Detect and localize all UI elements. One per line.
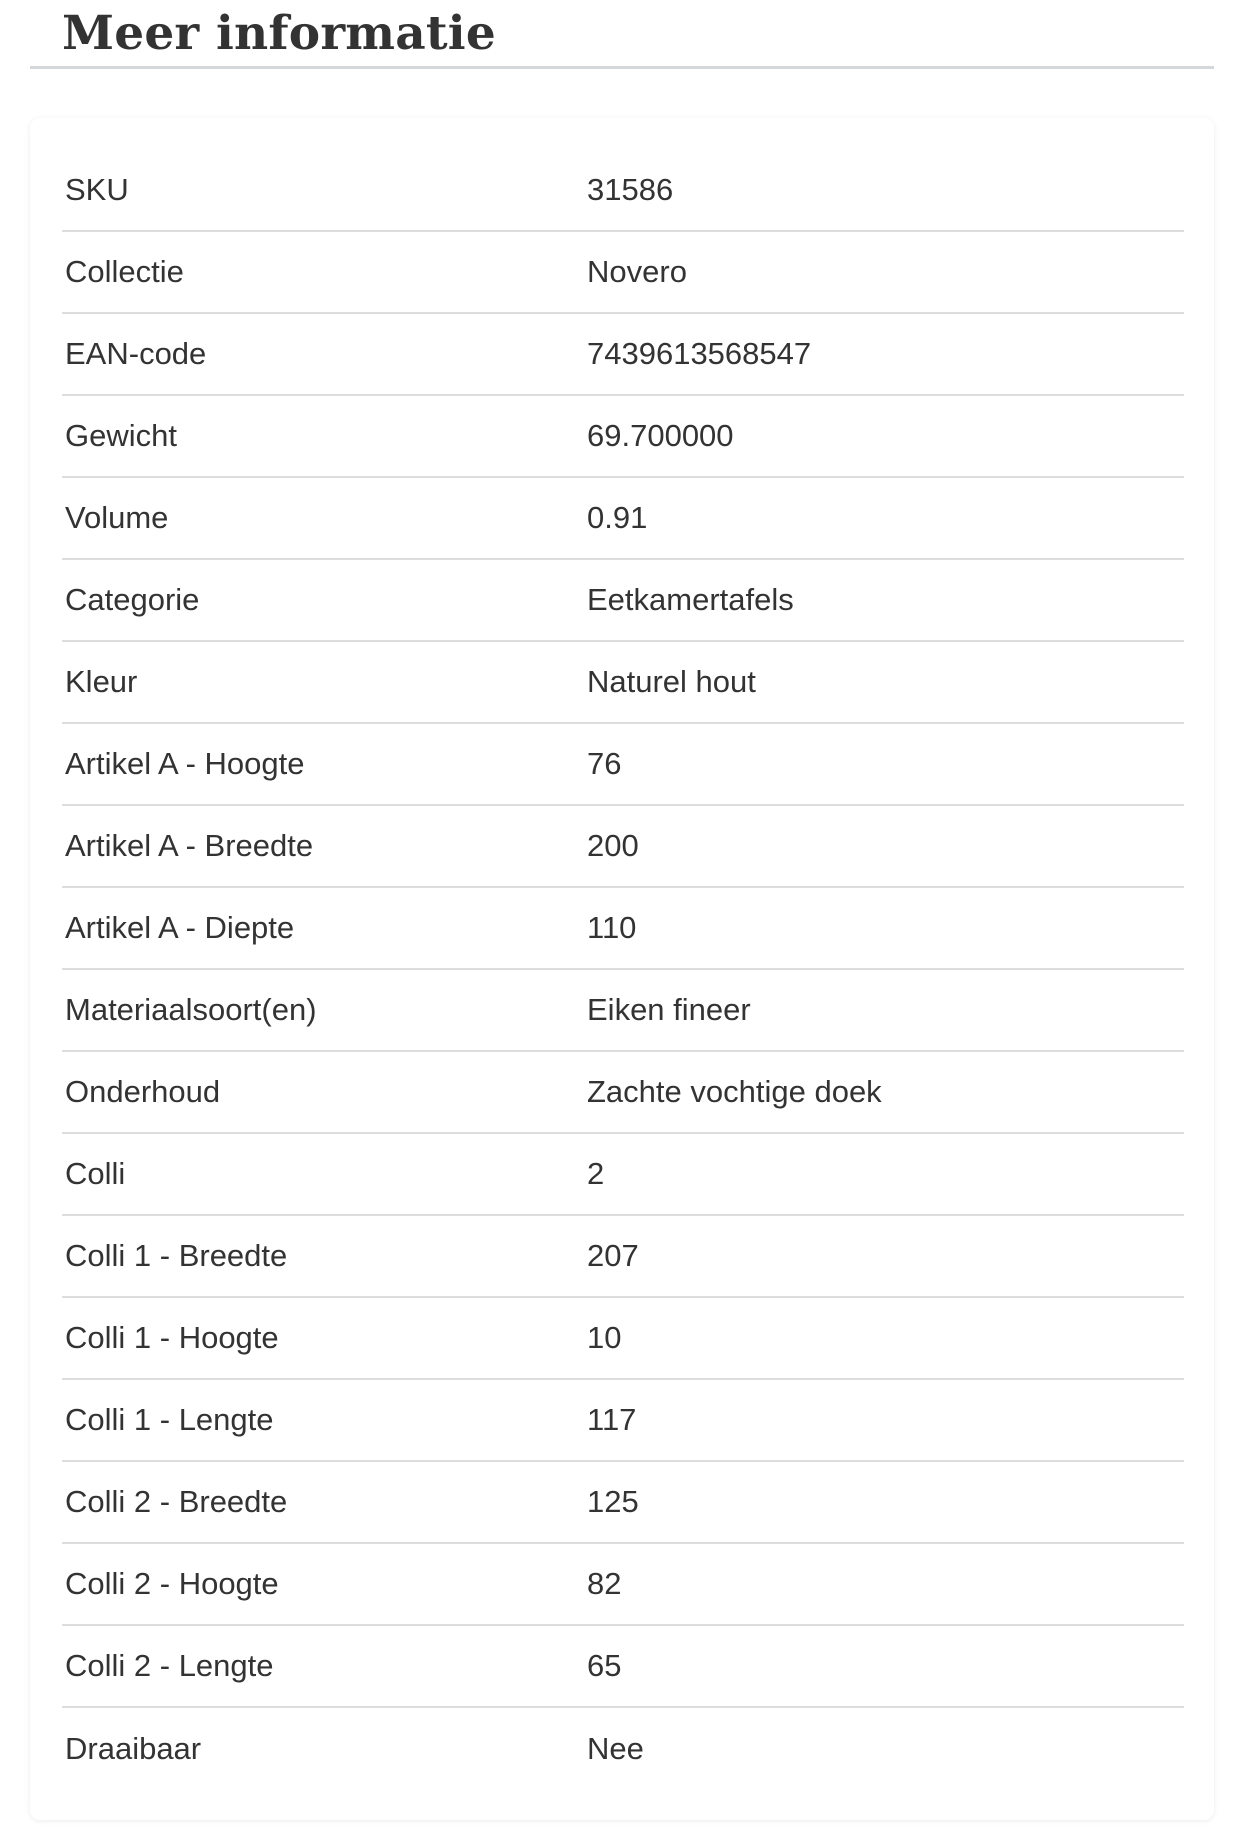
spec-label: Colli 2 - Breedte: [65, 1484, 288, 1519]
spec-value: 7439613568547: [587, 336, 812, 371]
spec-row-draaibaar: [62, 1708, 1184, 1790]
spec-row-colli-2-hoogte: [62, 1544, 1184, 1626]
spec-value: Nee: [587, 1731, 644, 1766]
spec-label: Artikel A - Diepte: [65, 910, 295, 945]
spec-row-volume: [62, 478, 1184, 560]
section-title: Meer informatie: [62, 6, 496, 61]
spec-value: Eiken fineer: [587, 992, 751, 1027]
spec-value: 31586: [587, 172, 674, 207]
spec-value: Zachte vochtige doek: [587, 1074, 882, 1109]
spec-value: 69.700000: [587, 418, 734, 453]
spec-row-ean-code: [62, 314, 1184, 396]
spec-value: 2: [587, 1156, 605, 1191]
spec-label: Colli: [65, 1156, 126, 1191]
spec-row-kleur: [62, 642, 1184, 724]
spec-row-onderhoud: [62, 1052, 1184, 1134]
spec-value: Novero: [587, 254, 687, 289]
spec-row-colli-1-breedte: [62, 1216, 1184, 1298]
spec-label: Artikel A - Hoogte: [65, 746, 305, 781]
spec-value: Eetkamertafels: [587, 582, 794, 617]
spec-label: Collectie: [65, 254, 184, 289]
spec-label: Materiaalsoort(en): [65, 992, 317, 1027]
spec-value: Naturel hout: [587, 664, 756, 699]
spec-row-collectie: [62, 232, 1184, 314]
spec-label: Colli 2 - Hoogte: [65, 1566, 279, 1601]
specifications-card: [30, 118, 1214, 1820]
spec-row-artikel-a-breedte: [62, 806, 1184, 888]
spec-row-categorie: [62, 560, 1184, 642]
spec-value: 110: [587, 910, 637, 945]
spec-label: Colli 1 - Lengte: [65, 1402, 274, 1437]
spec-value: 125: [587, 1484, 639, 1519]
spec-value: 200: [587, 828, 639, 863]
spec-row-colli-2-breedte: [62, 1462, 1184, 1544]
spec-row-colli: [62, 1134, 1184, 1216]
spec-row-materiaalsoort: [62, 970, 1184, 1052]
spec-row-gewicht: [62, 396, 1184, 478]
spec-label: Kleur: [65, 664, 138, 699]
spec-row-artikel-a-hoogte: [62, 724, 1184, 806]
spec-row-sku: [62, 118, 1184, 232]
spec-label: Draaibaar: [65, 1731, 202, 1766]
spec-value: 82: [587, 1566, 622, 1601]
spec-label: Volume: [65, 500, 169, 535]
spec-label: Onderhoud: [65, 1074, 221, 1109]
spec-row-artikel-a-diepte: [62, 888, 1184, 970]
spec-label: Artikel A - Breedte: [65, 828, 314, 863]
spec-value: 117: [587, 1402, 637, 1437]
spec-label: Colli 2 - Lengte: [65, 1648, 274, 1683]
spec-value: 0.91: [587, 500, 648, 535]
spec-row-colli-1-hoogte: [62, 1298, 1184, 1380]
spec-label: Gewicht: [65, 418, 177, 453]
spec-value: 10: [587, 1320, 622, 1355]
spec-label: Categorie: [65, 582, 200, 617]
spec-value: 207: [587, 1238, 639, 1273]
spec-value: 65: [587, 1648, 622, 1683]
spec-row-colli-2-lengte: [62, 1626, 1184, 1708]
spec-label: Colli 1 - Breedte: [65, 1238, 288, 1273]
specifications-table: [62, 118, 1184, 1790]
spec-label: Colli 1 - Hoogte: [65, 1320, 279, 1355]
spec-label: SKU: [65, 172, 129, 207]
spec-row-colli-1-lengte: [62, 1380, 1184, 1462]
section-header: [30, 0, 1214, 69]
spec-label: EAN-code: [65, 336, 207, 371]
spec-value: 76: [587, 746, 622, 781]
